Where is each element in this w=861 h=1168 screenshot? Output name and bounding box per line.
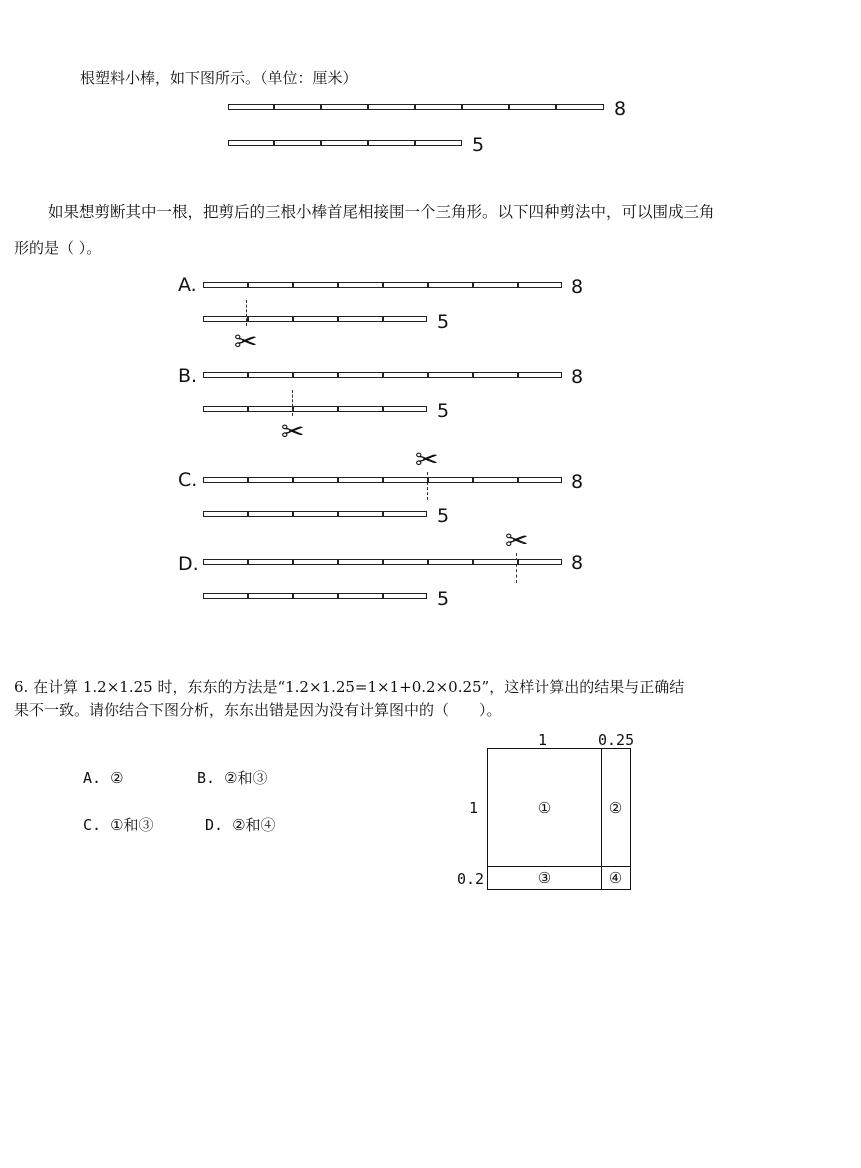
- rod-long-top-label: 8: [614, 98, 627, 120]
- option-a-scissors-icon: ✂: [234, 325, 258, 358]
- option-d-cut-line: [516, 553, 517, 583]
- option-d-scissors-icon: ✂: [505, 524, 529, 557]
- option-c-letter: C.: [178, 469, 198, 491]
- figure-cell-3: ③: [537, 868, 552, 887]
- question-line-1: 如果想剪断其中一根，把剪后的三根小棒首尾相接围一个三角形。以下四种剪法中，可以围成三角: [48, 203, 715, 221]
- option-c-short-label: 5: [437, 505, 450, 527]
- option-b-short-label: 5: [437, 400, 450, 422]
- area-figure: [487, 748, 631, 890]
- q6-line-2: 果不一致。请你结合下图分析，东东出错是因为没有计算图中的（ ）。: [14, 701, 502, 719]
- figure-top-label-025: 0.25: [598, 731, 635, 749]
- option-c-scissors-icon: ✂: [415, 443, 439, 476]
- option-b-rod-long: [203, 372, 562, 378]
- q6-option-a: A. ②: [83, 769, 124, 787]
- rod-short-top: [228, 140, 462, 146]
- figure-cell-4: ④: [608, 868, 623, 887]
- option-b-rod-short: [203, 406, 427, 412]
- option-b-scissors-icon: ✂: [281, 415, 305, 448]
- option-a-long-label: 8: [571, 276, 584, 298]
- intro-text: 根塑料小棒，如下图所示。（单位：厘米）: [80, 69, 358, 87]
- q6-option-d: D. ②和④: [205, 816, 276, 834]
- figure-left-label-02: 0.2: [457, 870, 485, 888]
- option-a-letter: A.: [178, 274, 197, 296]
- option-b-cut-line: [292, 390, 293, 416]
- rod-long-top: [228, 104, 604, 110]
- option-d-short-label: 5: [437, 588, 450, 610]
- option-d-long-label: 8: [571, 552, 584, 574]
- figure-top-label-1: 1: [538, 731, 548, 749]
- q6-option-c: C. ①和③: [83, 816, 154, 834]
- option-a-cut-line: [246, 300, 247, 326]
- q6-line-1: 6. 在计算 1.2×1.25 时，东东的方法是“1.2×1.25=1×1+0.2×0.25”，这样计算出的结果与正确结: [14, 678, 685, 696]
- option-c-long-label: 8: [571, 471, 584, 493]
- q6-option-b: B. ②和③: [197, 769, 268, 787]
- option-c-rod-long: [203, 477, 562, 483]
- option-d-rod-short: [203, 593, 427, 599]
- figure-cell-2: ②: [608, 798, 623, 817]
- option-b-letter: B.: [178, 365, 198, 387]
- option-d-letter: D.: [178, 553, 199, 575]
- option-d-rod-long: [203, 559, 562, 565]
- option-a-short-label: 5: [437, 311, 450, 333]
- rod-short-top-label: 5: [472, 134, 485, 156]
- option-b-long-label: 8: [571, 366, 584, 388]
- question-line-2: 形的是（ ）。: [14, 239, 102, 257]
- figure-cell-1: ①: [537, 798, 552, 817]
- option-a-rod-short: [203, 316, 427, 322]
- option-c-rod-short: [203, 511, 427, 517]
- option-a-rod-long: [203, 282, 562, 288]
- figure-left-label-1: 1: [469, 799, 479, 817]
